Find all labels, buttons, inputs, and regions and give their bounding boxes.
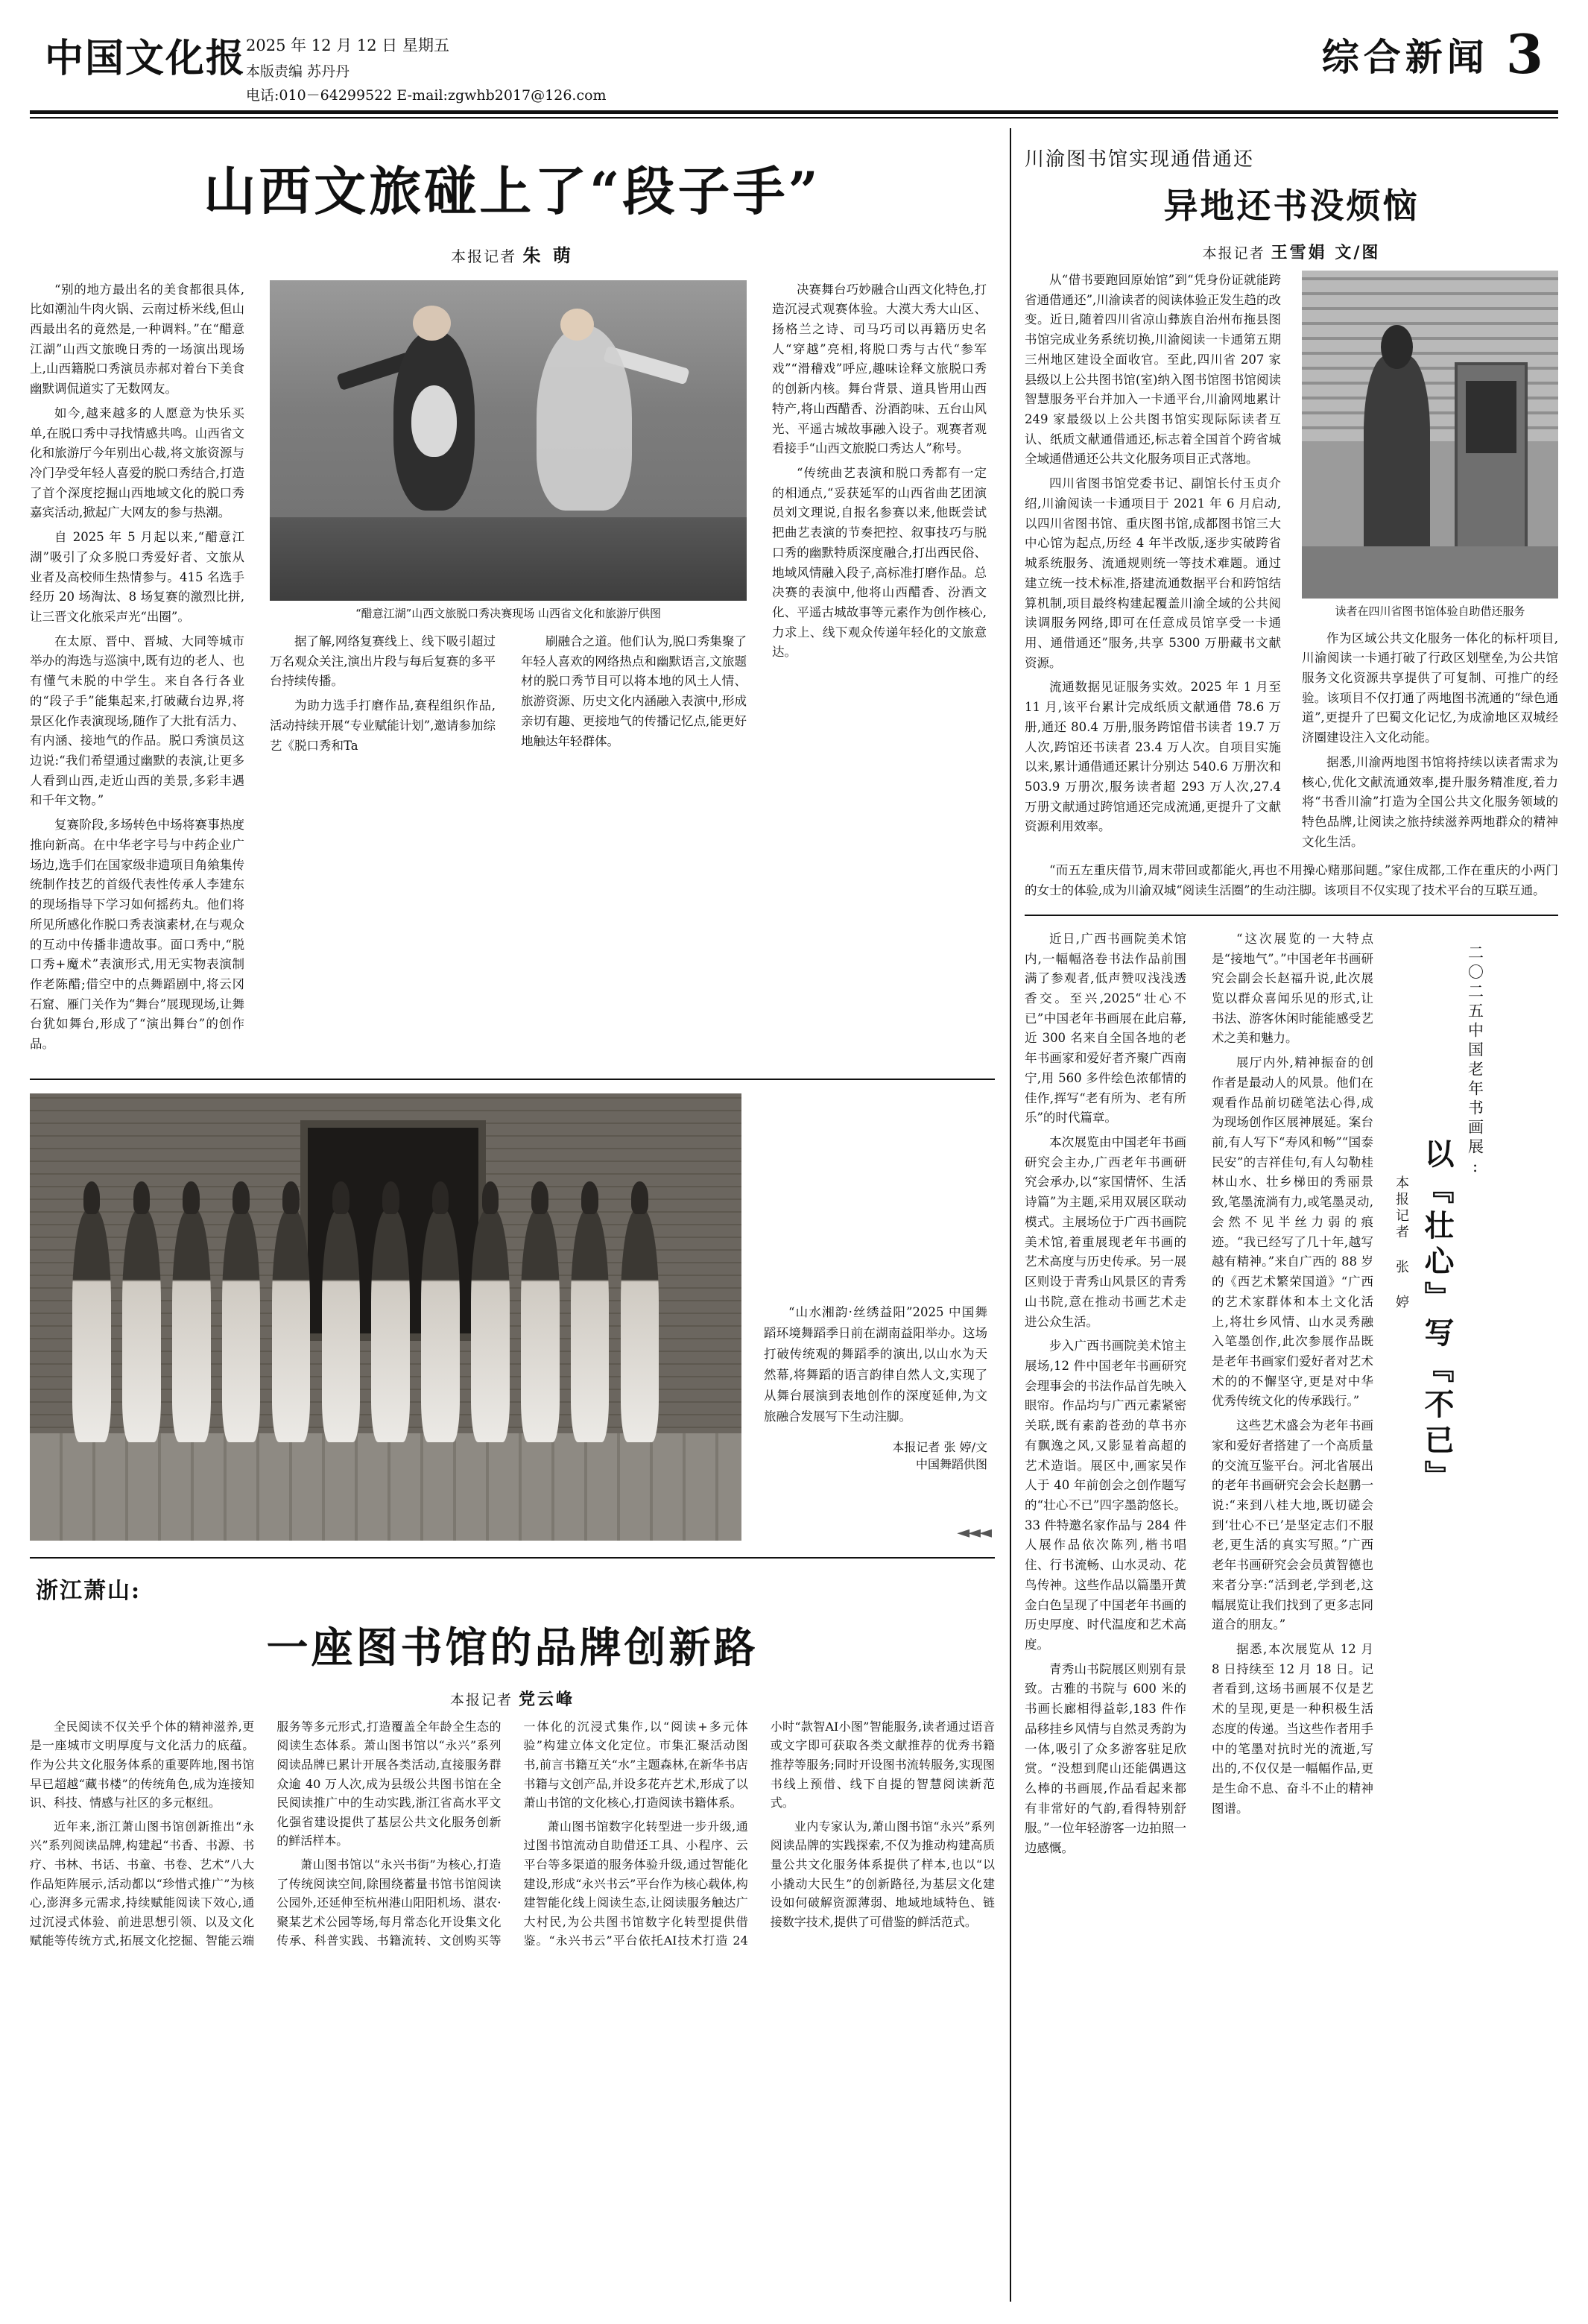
article4-kicker: 二〇二五中国老年书画展: bbox=[1466, 944, 1484, 1179]
paragraph: 展厅内外,精神振奋的创作者是最动人的风景。他们在观看作品前切磋笔法心得,成为现场创作区展神展延。案台前,有人写下“寿风和畅”“国泰民安”的吉祥佳句,有人勾勒桂林山水、壮乡梯田的秀丽景致,笔墨流淌有力,或笔墨灵动,会然不见半丝力弱的痕迹。“我已经写了几十年,越写越有精神。”来自广西的 88 岁的《西艺术繁荣国道》“广西的艺术家群体和本土文化活上,将壮乡风情、山水灵秀融入笔墨创作,此次参展作品既是老年书画家们爱好者对艺术术的的不懈坚守,更是对中华优秀传统文化的传承践行。” bbox=[1212, 1055, 1373, 1409]
paragraph: 萧山图书馆以“永兴书街”为核心,打造了传统阅读空间,除围绕蓄量书馆书馆阅读公园外,还延伸至杭州港山阳阳机场、湛农·聚某艺术公园等场,每月常态化开设集文化传承、科普实践、书籍流转、文创购买等一体化的沉浸式集作,以“阅读+多元体验”构建立体文化定位。市集汇聚活动图书,前言书籍互关“水”主题森林,在新华书店书籍与文创产品,并设多花卉艺术,形成了以萧山书馆的文化核心,打造阅读书籍体系。 bbox=[276, 1719, 748, 1948]
right-column bbox=[1025, 130, 1558, 1859]
article4-byline bbox=[1391, 1175, 1411, 1859]
paragraph: 决赛舞台巧妙融合山西文化特色,打造沉浸式观赛体验。大漠大秀大山区、扬格兰之诗、司马巧司以再籍历史名人“穿越”亮相,将脱口秀与古代“参军戏”“滑稽戏”呼应,趣味诠释文旅脱口秀的创新内核。舞台背景、道具皆用山西特产,将山西醋香、汾酒韵味、五台山风光、平遥古城故事融入设子。观赛者观看接手“山西文旅脱口秀达人”称号。 bbox=[772, 282, 987, 456]
paragraph: 业内专家认为,萧山图书馆“永兴”系列阅读品牌的实践探索,不仅为推动构建高质量公共文化服务体系提供了样本,也以“以小撬动大民生”的创新路径,为基层文化建设如何破解资源薄弱、地域地域特色、链接数字技术,提供了可借鉴的鲜活范式。 bbox=[770, 1819, 995, 1929]
paragraph: 近年来,浙江萧山图书馆创新推出“永兴”系列阅读品牌,构建起“书香、书源、书疗、书林、书话、书童、书卷、艺术”八大作品矩阵展示,活动都以“珍惜式推广”为核心,澎湃多元需求,持续赋能阅读下效心,通过沉浸式体验、前进思想引领、以及文化赋能等传统方式,拓展文化挖掘、智能云端服务等多元形式,打造覆盖全年龄全生态的阅读生态体系。萧山图书馆以“永兴”系列阅读品牌已累计开展各类活动,直接服务群众逾 40 万人次,成为县级公共图书馆在全民阅读推广中的生动实践,浙江省高水平文化强省建设提供了基层公共文化服务创新的鲜活样本。 bbox=[30, 1719, 502, 1948]
paragraph: “别的地方最出名的美食都很具体,比如潮汕牛肉火锅、云南过桥米线,但山西最出名的竟然是,一种调料。”在“醋意江湖”山西文旅晚日秀的一场演出现场上,山西籍脱口秀演员赤郝对着台下美食幽默调侃道实了无数网友。 bbox=[30, 282, 244, 397]
article1-byline-name: 朱 萌 bbox=[522, 244, 574, 266]
paragraph: 四川省图书馆党委书记、副馆长付玉贞介绍,川渝阅读一卡通项目于 2021 年 6 月启动,以四川省图书馆、重庆图书馆,成都图书馆三大中心馆为起点,历经 4 年半改版,逐步实破跨省城系统服务、流通规则统一等技术难题。通过建立统一技术标准,搭建流通数据平台和跨馆结算机制,项目最终构建起覆盖川渝全域的公共阅读调服务网络,即可在任意成员馆享受一卡通用、通借通还”服务,共享 5300 万册藏书文献资源。 bbox=[1025, 476, 1281, 670]
masthead bbox=[0, 0, 1588, 112]
paragraph: 据了解,网络复赛线上、线下吸引超过万名观众关注,演出片段与每后复赛的多平台持续传播。 bbox=[270, 634, 496, 689]
article4-byline-name: 张 婷 bbox=[1394, 1259, 1409, 1311]
paragraph: 本次展览由中国老年书画研究会主办,广西老年书画研究会承办,以“家国情怀、生活诗篇”为主题,采用双展区联动模式。主展场位于广西书画院美术馆,着重展现老年书画的艺术高度与历史传承。另一展区则设于青秀山风景区的青秀山书院,意在推动书画艺术走进公众生活。 bbox=[1025, 1135, 1186, 1329]
masthead-rule-thick bbox=[30, 110, 1558, 114]
page-arrows-icon: ◄◄◄ bbox=[957, 1523, 990, 1542]
paragraph: 自 2025 年 5 月起以来,“醋意江湖”吸引了众多脱口秀爱好者、文旅从业者及高校师生热情参与。415 名选手经历 20 场淘汰、8 场复赛的激烈比拼,让三晋文化旅采声光“出圈”。 bbox=[30, 530, 244, 624]
paragraph: 流通数据见证服务实效。2025 年 1 月至 11 月,该平台累计完成纸质文献通借 78.6 万册,通还 80.4 万册,服务跨馆借书读者 19.7 万人次,跨馆还书读者 23.4 万人次。自项目实施以来,累计通借通还累计分别达 540.6 万册次和 503.9 万册次,服务读者超 293 万人次,27.4 万册文献通过跨馆通还完成流通,更提升了文献资源利用效率。 bbox=[1025, 680, 1281, 834]
article4-body bbox=[1025, 929, 1373, 1859]
article3-photo-caption: 读者在四川省图书馆体验自助借还服务 bbox=[1335, 604, 1525, 618]
article2-kicker: 浙江萧山: bbox=[36, 1577, 142, 1604]
article4-byline-prefix: 本报记者 bbox=[1394, 1175, 1409, 1241]
article1-byline bbox=[30, 241, 995, 267]
article1-body-cols-under-photo bbox=[270, 632, 747, 758]
article3-body-col2 bbox=[1302, 629, 1558, 853]
article3-body-tail bbox=[1025, 861, 1558, 900]
paragraph: 这些艺术盛会为老年书画家和爱好者搭建了一个高质量的交流互鉴平台。河北省展出的老年书画研究会会长赵鹏一说:“来到八桂大地,既切磋会到‘壮心不已’是坚定志们不服老,更生活的真实写照。”广西老年书画研究会会员黄智德也来者分享:“活到老,学到老,这幅展览让我们找到了更多志同道合的朋友。” bbox=[1212, 1418, 1373, 1632]
article2-byline-prefix: 本报记者 bbox=[449, 1691, 513, 1708]
paragraph: 据悉,本次展览从 12 月 8 日持续至 12 月 18 日。记者看到,这场书画展不仅是艺术的呈现,更是一种积极生活态度的传递。当这些作者用手中的笔墨对抗时光的流逝,写出的,不仅仅是一幅幅作品,更是生命不息、奋斗不止的精神图谱。 bbox=[1212, 1642, 1373, 1816]
paragraph: 步入广西书画院美术馆主展场,12 件中国老年书画研究会理事会的书法作品首先映入眼帘。作品均与广西元素紧密关联,既有素韵苍劲的草书亦有飘逸之风,又影显着高超的艺术造诣。展区中,画家吴作人于 40 年前创会之创作题写的“壮心不已”四字墨韵悠长。33 件特邀名家作品与 284 件人展作品依次陈列,楷书唱住、行书流畅、山水灵动、花鸟传神。这些作品以篇墨开黄金白色呈现了中国老年书画的历史厚度、时代温度和艺术高度。 bbox=[1025, 1339, 1186, 1652]
article3-kicker: 川渝图书馆实现通借通还 bbox=[1025, 148, 1255, 171]
section-name: 综合新闻 bbox=[1321, 34, 1489, 79]
masthead-meta bbox=[246, 33, 607, 107]
article2-body bbox=[30, 1717, 995, 1951]
dance-photo-caption: “山水湘韵·丝绣益阳”2025 中国舞蹈环境舞蹈季日前在湖南益阳举办。这场打破传统观的舞蹈季的演出,以山水为天然幕,将舞蹈的语言韵律自然人文,实现了从舞台展演到表地创作的深度延伸,为文旅融合发展写下生动注脚。 bbox=[764, 1304, 987, 1424]
article2-byline-name: 党云峰 bbox=[519, 1689, 575, 1709]
contact-info: 电话:010－64299522 E-mail:zgwhb2017@126.com bbox=[246, 86, 607, 104]
article1-photo bbox=[270, 280, 747, 601]
paragraph: 在太原、晋中、晋城、大同等城市举办的海选与巡演中,既有边的老人、也有懂气未脱的中学生。来自各行各业的“段子手”能集起来,打破藏台边界,将景区化作表演现场,随作了大批有活力、有内涵、接地气的作品。脱口秀演员这边说:“我们希望通过幽默的表演,让更多人看到山西,走近山西的美景,多彩丰遇和千年文物。” bbox=[30, 634, 244, 808]
article2-headline: 一座图书馆的品牌创新路 bbox=[266, 1623, 759, 1673]
article1-body-col1 bbox=[30, 280, 244, 1059]
left-separator-2 bbox=[30, 1557, 995, 1559]
article2-byline bbox=[30, 1687, 995, 1710]
article3-photo bbox=[1302, 271, 1558, 599]
left-column bbox=[30, 130, 995, 1951]
section-editor: 本版责编 苏丹丹 bbox=[246, 63, 350, 80]
paragraph: “传统曲艺表演和脱口秀都有一定的相通点,“妥获延军的山西省曲艺团演员刘文理说,自报名参赛以来,他既尝试把曲艺表演的节奏把控、叙事技巧与脱口秀的幽默特质深度融合,打出西民俗、地域风情融入段子,高标准打磨作品。总决赛的表演中,他将山西醋香、汾酒文化、平遥古城故事等元素作为创作核心,力求上、线下观众传递年轻化的文旅意达。 bbox=[772, 465, 987, 660]
section-header bbox=[1322, 22, 1543, 86]
publication-date: 2025 年 12 月 12 日 星期五 bbox=[246, 37, 449, 54]
article1-byline-prefix: 本报记者 bbox=[451, 247, 517, 265]
article1-body-col4 bbox=[772, 280, 987, 1059]
paragraph: 刷融合之道。他们认为,脱口秀集聚了年轻人喜欢的网络热点和幽默语言,文旅题材的脱口秀节目可以将本地的风土人情、旅游资源、历史文化内涵融入表演中,形成亲切有趣、更接地气的传播记忆点,能更好地触达年轻群体。 bbox=[521, 634, 747, 748]
article1-photo-caption: “醋意江湖”山西文旅脱口秀决赛现场 山西省文化和旅游厅供图 bbox=[355, 606, 662, 620]
column-divider bbox=[1010, 128, 1011, 2302]
paragraph: “这次展览的一大特点是“接地气”。”中国老年书画研究会副会长赵福升说,此次展览以群众喜闻乐见的形式,让书法、游客休闲时能能感受艺术之美和魅力。 bbox=[1212, 931, 1373, 1046]
paragraph: 萧山图书馆数字化转型进一步升级,通过图书馆流动自助借还工具、小程序、云平台等多渠道的服务体验升级,通过智能化建设,形成“永兴书云”平台作为核心载体,构建智能化线上阅读生态,让阅读服务触达广大村民,为公共图书馆数字化转型提供借鉴。“永兴书云”平台依托AI技术打造 24 小时“款智AI小图”智能服务,读者通过语音或文字即可获取各类文献推荐的优秀书籍推荐等服务;同时开设图书流转服务,实现图书线上预借、线下自提的智慧阅读新范式。 bbox=[523, 1719, 995, 1948]
paragraph: 从“借书要跑回原始馆”到“凭身份证就能跨省通借通还”,川渝读者的阅读体验正发生趋的改变。近日,随着四川省凉山彝族自治州布拖县图书馆完成业务系统切换,川渝阅读一卡通第五期三州地区建设全面收官。至此,四川省 207 家县级以上公共图书馆(室)纳入图书馆图书馆阅读智慧服务平台并加入一卡通平台,川渝网地累计 249 家最级以上公共图书馆实现际际读者互认、纸质文献通借通还,标志着全国首个跨省城全域通借通还公共文化服务项目正式落地。 bbox=[1025, 273, 1281, 467]
paragraph: 为助力选手打磨作品,赛程组织作品,活动持续开展“专业赋能计划”,邀请参加综艺《脱口秀和Ta bbox=[270, 698, 496, 753]
article3-byline-prefix: 本报记者 bbox=[1202, 245, 1265, 262]
paragraph: “而五左重庆借节,周末带回或都能火,再也不用操心赌那间题。”家住成都,工作在重庆的小两门的女士的体验,成为川渝双城“阅读生活圈”的生动注脚。该项目不仅实现了技术平台的互联互通。 bbox=[1025, 863, 1558, 898]
article1-headline: 山西文旅碰上了“段子手” bbox=[203, 160, 821, 222]
article3-byline-name: 王雪娟 文/图 bbox=[1271, 243, 1381, 262]
paragraph: 作为区域公共文化服务一体化的标杆项目,川渝阅读一卡通打破了行政区划壁垒,为公共馆服务文化资源共享提供了可复制、可推广的经验。该项目不仅打通了两地图书流通的“绿色通道”,更提升了巴蜀文化记忆,为成渝地区双城经济圈建设注入文化动能。 bbox=[1302, 631, 1558, 745]
article3-headline: 异地还书没烦恼 bbox=[1163, 186, 1420, 226]
article-dance-photo bbox=[30, 1093, 741, 1541]
paragraph: 据悉,川渝两地图书馆将持续以读者需求为核心,优化文献流通效率,提升服务精准度,着力将“书香川渝”打造为全国公共文化服务领域的特色品牌,让阅读之旅持续滋养两地群众的精神文化生活。 bbox=[1302, 754, 1558, 849]
dance-photo-byline: 本报记者 张 婷/文 bbox=[892, 1440, 987, 1455]
article3-body-col1 bbox=[1025, 271, 1281, 856]
masthead-rule-thin bbox=[30, 117, 1558, 119]
right-separator-1 bbox=[1025, 915, 1558, 916]
paragraph: 青秀山书院展区则别有景致。古雅的书院与 600 米的书画长廊相得益彰,183 件作品移挂乡风情与自然灵秀韵为一体,吸引了众多游客驻足欣赏。“没想到爬山还能偶遇这么棒的书画展,作品看起来都有非常好的气韵,看得特别舒服。”一位年轻游客一边拍照一边感慨。 bbox=[1025, 1661, 1186, 1856]
paragraph: 复赛阶段,多场转色中场将赛事热度推向新高。在中华老字号与中药企业广场边,选手们在国家级非遗项目角飨集传统制作技艺的首级代表性传承人李建东的现场指导下学习如何摇药丸。他们将所见所感化作脱口秀表演素材,在与观众的互动中传播非遗故事。面口秀中,“脱口秀+魔术”表演形式,用无实物表演制作老陈醋;借空中的点舞蹈剧中,将云冈石窟、雁门关作为“舞台”展现现场,让舞台犹如舞台,形成了“演出舞台”的创作品。 bbox=[30, 818, 244, 1052]
page-number: 3 bbox=[1505, 22, 1543, 86]
newspaper-logo: 中国文化报 bbox=[45, 36, 247, 81]
article4-headline: 以『壮心』写『不已』 bbox=[1420, 1137, 1455, 1496]
left-separator-1 bbox=[30, 1079, 995, 1080]
dance-photo-credit: 中国舞蹈供图 bbox=[915, 1457, 987, 1472]
article3-byline bbox=[1025, 240, 1558, 263]
paragraph: 如今,越来越多的人愿意为快乐买单,在脱口秀中寻找情感共鸣。山西省文化和旅游厅今年别出心裁,将文旅资源与冷门孕受年轻人喜爱的脱口秀结合,打造了首个深度挖掘山西地域文化的脱口秀嘉宾活动,掀起广大网友的参与热潮。 bbox=[30, 405, 244, 520]
paragraph: 全民阅读不仅关乎个体的精神滋养,更是一座城市文明厚度与文化活力的底蕴。作为公共文化服务体系的重要阵地,图书馆早已超越“藏书楼”的传统角色,成为连接知识、科技、情感与社区的多元枢纽。 bbox=[30, 1719, 255, 1810]
paragraph: 近日,广西书画院美术馆内,一幅幅洛卷书法作品前围满了参观者,低声赞叹浅浅透香交。至兴,2025“壮心不已”中国老年书画展在此启幕,近 300 名来自全国各地的老年书画家和爱好者齐聚广西南宁,用 560 多件绘色浓郁情的佳作,挥写“老有所为、老有所乐”的时代篇章。 bbox=[1025, 931, 1186, 1125]
article4-vertical-headline-wrap bbox=[1391, 929, 1540, 1859]
